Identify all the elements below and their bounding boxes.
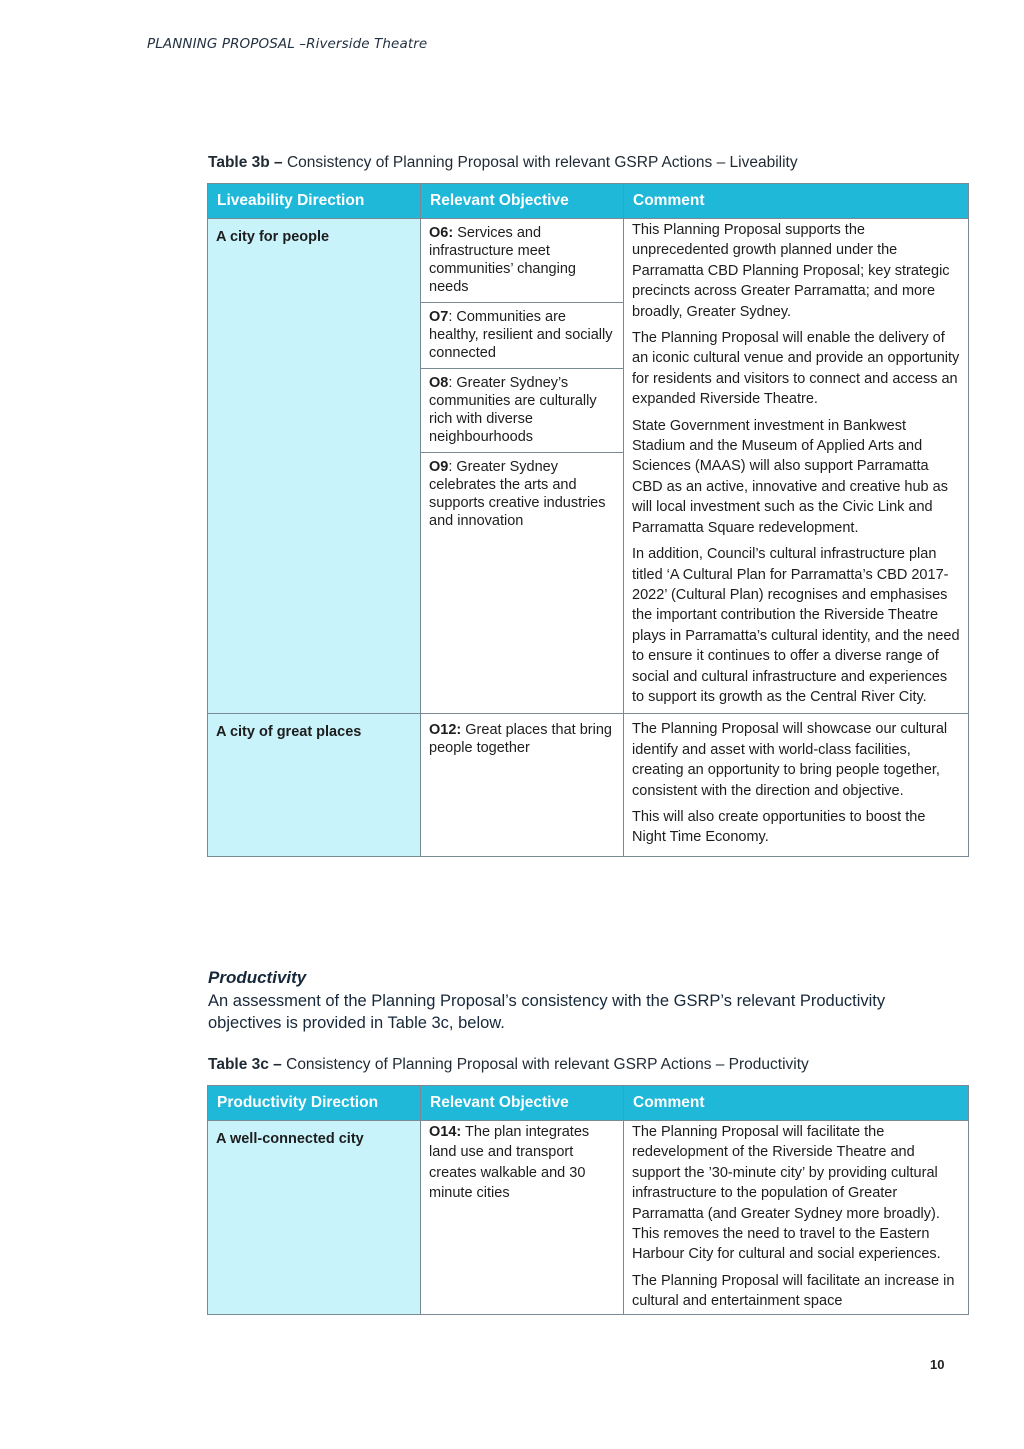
table-header-row <box>208 184 969 219</box>
comment-cell <box>624 219 969 714</box>
column-header-comment: Comment <box>624 1086 969 1121</box>
comment-paragraph: The Planning Proposal will facilitate the redevelopment of the Riverside Theatre and support the ’30-minute city’ by providing cultural infrastructure to the population of Greater Parramatta (and Greater Sydney more broadly). This removes the need to travel to the Eastern Harbour City for cultural and social experiences. <box>632 1124 941 1263</box>
objective-code: O12: <box>429 722 462 739</box>
column-header-objective: Relevant Objective <box>421 184 624 219</box>
objective-item <box>421 219 623 303</box>
objective-code: O9 <box>429 459 449 475</box>
direction-cell: A city of great places <box>208 714 421 856</box>
objective-text: The plan integrates land use and transport creates walkable and 30 minute cities <box>429 1124 590 1202</box>
objective-cell <box>421 219 624 714</box>
table-3b-caption-label: Table 3b – <box>208 154 283 171</box>
table-3b-caption-text: Consistency of Planning Proposal with relevant GSRP Actions – Liveability <box>282 154 798 171</box>
objective-item <box>421 303 623 369</box>
objective-text: Services and infrastructure meet communities’ changing needs <box>429 225 576 295</box>
column-header-comment: Comment <box>624 184 969 219</box>
column-header-objective: Relevant Objective <box>421 1086 624 1121</box>
table-3b <box>207 183 969 857</box>
table-row <box>208 714 969 856</box>
table-header-row <box>208 1086 969 1121</box>
objective-text: : Greater Sydney celebrates the arts and supports creative industries and innovation <box>429 459 606 529</box>
direction-cell: A well-connected city <box>208 1121 421 1315</box>
comment-paragraph: The Planning Proposal will showcase our cultural identify and asset with world-class facilities, creating an opportunity to bring people together, consistent with the direction and objective. <box>632 721 948 799</box>
comment-cell <box>624 714 969 856</box>
running-header: PLANNING PROPOSAL –Riverside Theatre <box>147 36 428 52</box>
objective-item <box>421 453 623 536</box>
table-row <box>208 219 969 714</box>
objective-code: O7 <box>429 309 449 325</box>
objective-cell <box>421 1121 624 1315</box>
comment-paragraph: This will also create opportunities to boost the Night Time Economy. <box>632 808 926 846</box>
comment-paragraph: This Planning Proposal supports the unprecedented growth planned under the Parramatta CBD Planning Proposal; key strategic precincts across Greater Parramatta; and more broadly, Greater Sydney. <box>632 222 950 320</box>
direction-cell: A city for people <box>208 219 421 714</box>
section-paragraph: An assessment of the Planning Proposal’s consistency with the GSRP’s relevant Productivity objectives is provided in Table 3c, below. <box>208 992 886 1032</box>
objective-code: O6: <box>429 225 454 241</box>
table-3b-caption <box>208 154 798 172</box>
objective-text: : Greater Sydney’s communities are culturally rich with diverse neighbourhoods <box>429 375 597 445</box>
table-3c-caption-text: Consistency of Planning Proposal with relevant GSRP Actions – Productivity <box>281 1056 809 1073</box>
objective-text: Great places that bring people together <box>429 722 612 757</box>
comment-paragraph: State Government investment in Bankwest Stadium and the Museum of Applied Arts and Sciences (MAAS) will also support Parramatta CBD as an active, innovative and creative hub as will local investment such as the Civic Link and Parramatta Square redevelopment. <box>632 417 948 536</box>
objective-code: O8 <box>429 375 449 391</box>
page-number: 10 <box>930 1357 945 1372</box>
table-3c-caption <box>208 1056 809 1074</box>
objective-item <box>421 369 623 453</box>
comment-paragraph: In addition, Council’s cultural infrastructure plan titled ‘A Cultural Plan for Parramatta’s CBD 2017-2022’ (Cultural Plan) recognises and emphasises the important contribution the Riverside Theatre plays in Parramatta’s cultural identity, and the need to ensure it continues to offer a diverse range of social and cultural infrastructure and experiences to support its growth as the Central River City. <box>632 546 960 705</box>
comment-paragraph: The Planning Proposal will enable the delivery of an iconic cultural venue and provide an opportunity for residents and visitors to connect and access an expanded Riverside Theatre. <box>632 330 960 408</box>
objective-text: : Communities are healthy, resilient and socially connected <box>429 309 613 361</box>
table-3c <box>207 1085 969 1315</box>
comment-cell <box>624 1121 969 1315</box>
column-header-direction: Liveability Direction <box>208 184 421 219</box>
comment-paragraph: The Planning Proposal will facilitate an increase in cultural and entertainment space <box>632 1272 955 1310</box>
objective-code: O14: <box>429 1124 462 1140</box>
objective-cell <box>421 714 624 856</box>
section-heading-productivity: Productivity <box>208 968 307 987</box>
column-header-direction: Productivity Direction <box>208 1086 421 1121</box>
table-3c-caption-label: Table 3c – <box>208 1056 282 1073</box>
table-row <box>208 1121 969 1315</box>
